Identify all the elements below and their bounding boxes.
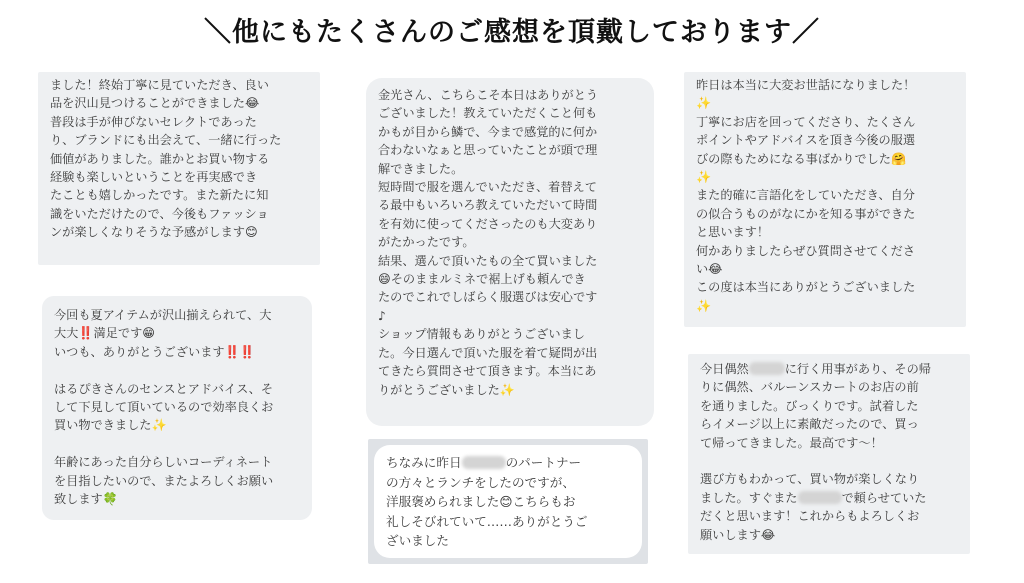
review-line: ✨ [696, 298, 712, 313]
review-line: 合わないなぁと思っていたことが頭で理 [378, 143, 598, 158]
review-line: 洋服褒められました😊こちらもお [386, 494, 576, 509]
review-line: いつも、ありがとうございます‼️‼️ [54, 344, 255, 359]
review-line: して下見して頂いているので効率良くお [54, 400, 274, 415]
review-line: 普段は手が伸びないセレクトであった [50, 114, 257, 129]
review-line [54, 361, 302, 379]
review-line: 金光さん、こちらこそ本日はありがとう [378, 88, 599, 102]
review-text [700, 378, 962, 488]
review-line: また的確に言語化をしていただき、自分 [696, 188, 915, 203]
review-line: だくと思います！これからもよろしくお [700, 509, 920, 524]
review-line: 致します🍀 [54, 492, 118, 507]
review-line: を有効に使ってくださったのも大変あり [378, 216, 598, 231]
review-line: 今回も夏アイテムが沢山揃えられて、大 [54, 308, 272, 322]
review-line: 識をいただけたので、今後もファッショ [50, 206, 269, 221]
review-line: りがとうございました✨ [378, 382, 516, 397]
review-line: を通りました。びっくりです。試着した [700, 398, 919, 413]
review-line: 丁寧にお店を回ってくださり、たくさん [696, 114, 916, 129]
review-line: の似合うものがなにかを知る事ができた [696, 206, 916, 221]
review-line: 大大‼️満足です😁 [54, 326, 156, 341]
review-line: ンが楽しくなりそうな予感がします😊 [50, 225, 258, 240]
review-card-5 [684, 72, 966, 327]
redacted-text [798, 491, 842, 504]
review-line: ポイントやアドバイスを頂き今後の服選 [696, 133, 916, 148]
review-line: 短時間で服を選んでいただき、着替えて [378, 180, 597, 195]
review-card-2 [42, 296, 312, 520]
review-line: たのでこれでしばらく服選びは安心です [378, 290, 598, 305]
review-line: 😄そのままルミネで裾上げも頼んでき [378, 272, 586, 287]
review-text-segment: に行く用事があり、その帰 [784, 362, 931, 376]
review-line: ございました！教えていただくこと何も [378, 106, 598, 121]
review-text [54, 306, 302, 508]
review-line: 経験も楽しいということを再実感でき [50, 170, 258, 185]
review-line: りに偶然、バルーンスカートのお店の前 [700, 380, 919, 395]
review-line: い😂 [696, 262, 723, 277]
review-line: ショップ情報もありがとうございまし [378, 327, 585, 342]
review-line [54, 435, 302, 453]
review-text [386, 473, 634, 551]
review-line: ✨ [696, 170, 712, 185]
redacted-text [462, 456, 506, 469]
review-text-segment: 今日偶然 [700, 362, 749, 376]
review-line: 選び方もわかって、買い物が楽しくなり [700, 472, 920, 487]
review-line: 願いします😂 [700, 527, 776, 542]
review-line: 品を沢山見つけることができました😂 [50, 96, 260, 111]
review-card-4 [374, 445, 642, 558]
review-line: を目指したいので、またよろしくお願い [54, 473, 274, 488]
review-line [700, 452, 962, 470]
review-line: ざいました [386, 533, 449, 548]
review-line: た。今日選んで頂いた服を着て疑問が出 [378, 345, 598, 360]
review-card-6 [688, 354, 970, 554]
review-line: 年齢にあった自分らしいコーディネート [54, 455, 273, 470]
redacted-text [749, 362, 785, 375]
review-line: らイメージ以上に素敵だったので、買っ [700, 417, 919, 432]
review-line: ✨ [696, 96, 712, 111]
review-text [50, 76, 310, 242]
review-text-segment: のパートナー [505, 455, 582, 470]
review-line: はるぴきさんのセンスとアドバイス、そ [54, 381, 274, 396]
review-line: の方々とランチをしたのですが、 [386, 474, 575, 490]
page-heading: ＼他にもたくさんのご感想を頂戴しております／ [204, 17, 820, 48]
review-line: ました！終始丁寧に見ていただき、良い [50, 78, 269, 92]
review-text [696, 76, 958, 315]
review-line: と思います！ [696, 225, 770, 240]
review-line: かもが目から鱗で、今まで感覚的に何か [378, 124, 598, 139]
review-text-segment: で頼らせていた [841, 490, 927, 505]
review-line: 解できました。 [378, 161, 464, 176]
review-line: がたかったです。 [378, 235, 475, 250]
review-line: この度は本当にありがとうございました [696, 280, 916, 295]
review-line: びの際もためになる事ばかりでした🤗 [696, 151, 907, 166]
review-line: 結果、選んで頂いたもの全て買いました [378, 253, 598, 268]
review-line: ♪ [378, 308, 386, 323]
review-line: 昨日は本当に大変お世話になりました！ [696, 78, 916, 92]
review-line: たことも嬉しかったです。また新たに知 [50, 188, 269, 203]
review-text [700, 507, 962, 544]
review-line: 買い物できました✨ [54, 418, 167, 433]
review-line: 礼しそびれていて……ありがとうご [386, 513, 588, 529]
review-line: てきたら質問させて頂きます。本当にあ [378, 364, 597, 379]
review-line: 価値がありました。誰かとお買い物する [50, 151, 270, 166]
review-text [378, 86, 646, 399]
review-text-segment: ました。すぐまた [700, 490, 798, 505]
review-card-1 [38, 72, 320, 265]
review-line: る最中もいろいろ教えていただいて時間 [378, 198, 598, 213]
review-line: り、ブランドにも出会えて、一緒に行った [50, 133, 282, 148]
review-line: 何かありましたらぜひ質問させてくださ [696, 243, 916, 258]
review-line: て帰ってきました。最高です〜！ [700, 435, 883, 450]
review-text-segment: ちなみに昨日 [386, 455, 462, 470]
review-card-3 [366, 78, 654, 426]
